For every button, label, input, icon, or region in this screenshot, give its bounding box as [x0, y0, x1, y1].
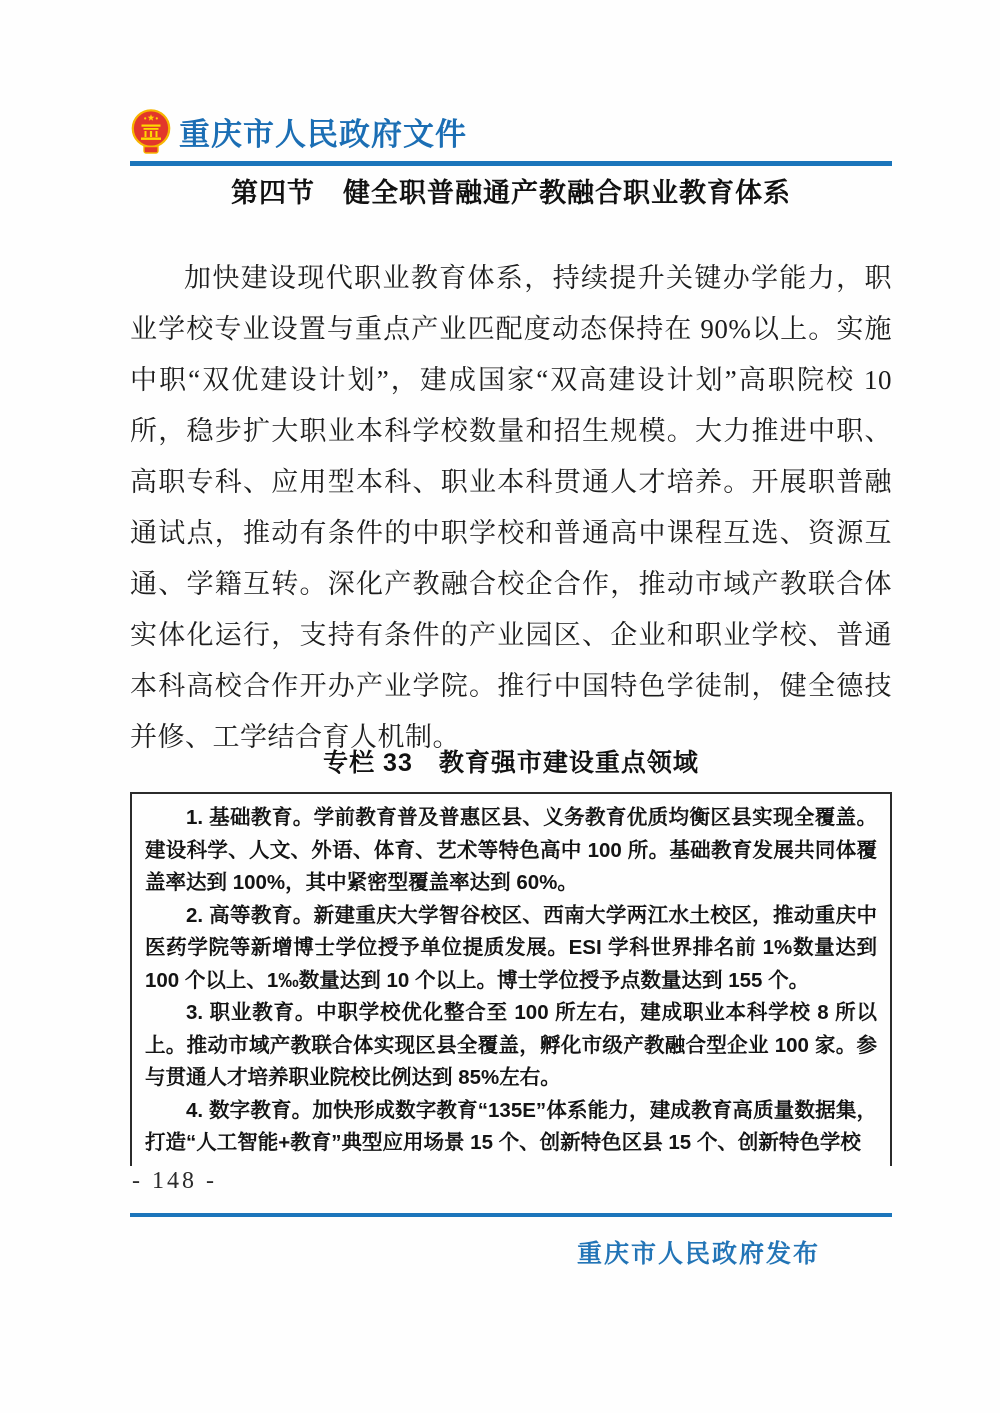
masthead-rule	[130, 161, 892, 166]
panel-item-higher-education: 2. 高等教育。新建重庆大学智谷校区、西南大学两江水土校区，推动重庆中医药学院等新增博士学位授予单位提质发展。ESI 学科世界排名前 1%数量达到 100 个以上、1‰数量达到 10 个以上。博士学位授予点数量达到 155 个。	[145, 903, 877, 992]
page-number: - 148 -	[132, 1168, 217, 1194]
document-org-title: 重庆市人民政府文件	[179, 116, 467, 152]
panel-box	[130, 792, 892, 1166]
publisher-label: 重庆市人民政府发布	[576, 1240, 820, 1268]
footer-rule	[130, 1213, 892, 1217]
body-paragraph: 加快建设现代职业教育体系，持续提升关键办学能力，职业学校专业设置与重点产业匹配度动态保持在 90%以上。实施中职“双优建设计划”，建成国家“双高建设计划”高职院校 10 所，稳步扩大职业本科学校数量和招生规模。大力推进中职、高职专科、应用型本科、职业本科贯通人才培养。开展职普融通试点，推动有条件的中职学校和普通高中课程互选、资源互通、学籍互转。深化产教融合校企合作，推动市域产教联合体实体化运行，支持有条件的产业园区、企业和职业学校、普通本科高校合作开办产业学院。推行中国特色学徒制，健全德技并修、工学结合育人机制。	[130, 263, 892, 752]
panel-item-vocational-education: 3. 职业教育。中职学校优化整合至 100 所左右，建成职业本科学校 8 所以上。推动市域产教联合体实现区县全覆盖，孵化市级产教融合型企业 100 家。参与贯通人才培养职业院校比例达到 85%左右。	[145, 1001, 877, 1089]
panel-title: 专栏 33 教育强市建设重点领域	[323, 749, 699, 777]
panel-item-digital-education: 4. 数字教育。加快形成数字教育“135E”体系能力，建成教育高质量数据集，打造“人工智能+教育”典型应用场景 15 个、创新特色区县 15 个、创新特色学校	[145, 1098, 877, 1154]
national-emblem-icon	[130, 108, 172, 154]
masthead	[130, 108, 892, 154]
section-title: 第四节 健全职普融通产教融合职业教育体系	[231, 178, 791, 208]
panel-item-basic-education: 1. 基础教育。学前教育普及普惠区县、义务教育优质均衡区县实现全覆盖。建设科学、人文、外语、体育、艺术等特色高中 100 所。基础教育发展共同体覆盖率达到 100%，其中紧密型覆盖率达到 60%。	[145, 806, 877, 894]
